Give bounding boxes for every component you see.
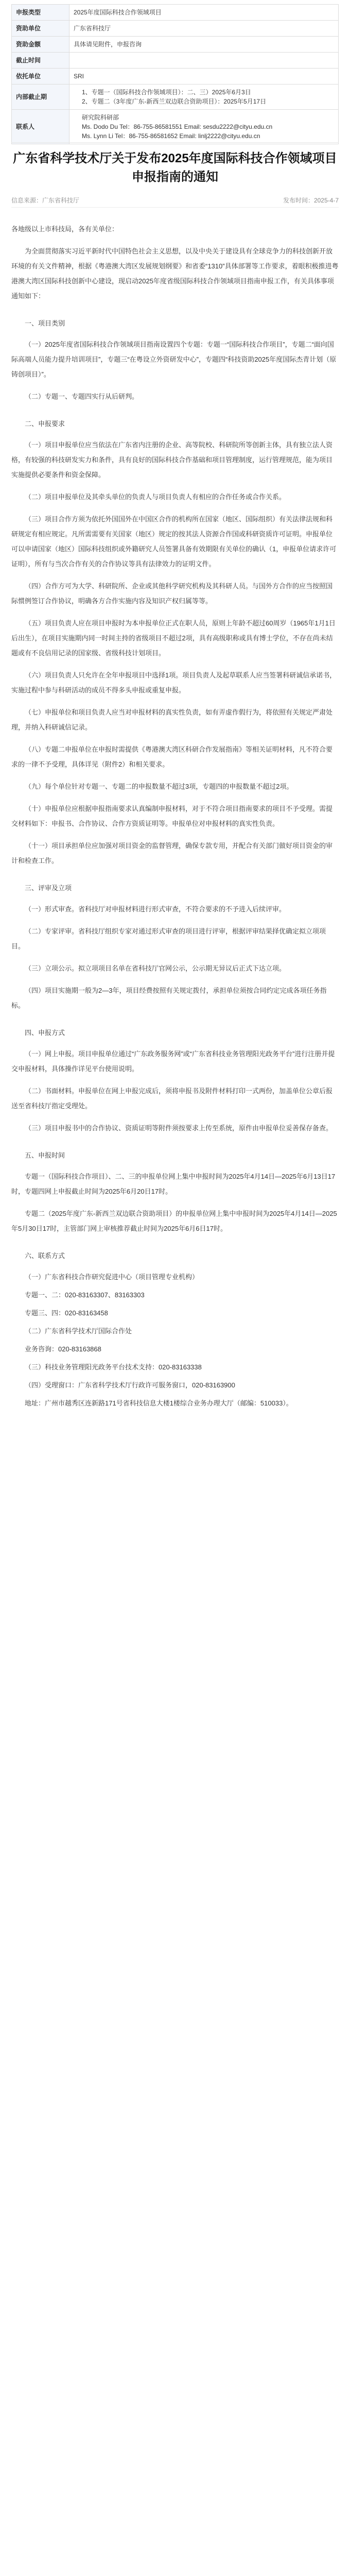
body-paragraph: 各地级以上市科技局，各有关单位： [11,225,119,233]
summary-label: 内部截止期 [12,84,69,110]
summary-label: 资助金额 [12,37,69,53]
article-body [11,222,339,1414]
summary-value: 2025年度国际科技合作领域项目 [69,5,339,21]
body-paragraph: （六）项目负责人只允许在全年申报项目中选择1项。项目负责人及起草联系人应当签署科研诚信承诺书，实施过程中参与科研活动的成员不得多头申报或重复申报。 [11,671,337,694]
summary-row [12,37,339,53]
body-paragraph: （四）项目实施期一般为2—3年，项目经费按照有关规定拨付，承担单位须按合同约定完成各项任务指标。 [11,987,327,1009]
body-paragraph: （九）每个单位针对专题一、专题二的申报数量不超过3项，专题四的申报数量不超过2项。 [25,783,293,790]
meta-divider [11,207,339,208]
body-paragraph: （三）项目合作方须为依托外国国外在中国区合作的机构所在国家（地区、国际组织）有关法律法规和科研规定有相应规定。凡所需需要有关国家（地区）规定的按其法人资源合作国或科研资质许可证明。申报单位可以申请国家（地区）国际科技组织或外籍研究人员签署具备有效期限有关单位的确认（1，申报单位请求许可证明），所有与当次合作有关的合作协议等具有法律效力的证明文件。 [11,515,337,568]
divider [11,142,339,143]
body-paragraph: 专题三、四：020-83163458 [25,1309,108,1317]
section-heading: 四、申报方式 [25,1029,65,1037]
body-paragraph: （八）专题二申报单位在申报时需提供《粤港澳大湾区科研合作发展指南》等相关证明材料，凡不符合要求的一律不予受理，具体详见（附件2）和相关要求。 [11,745,333,768]
summary-label: 申报类型 [12,5,69,21]
body-paragraph: 为全面贯彻落实习近平新时代中国特色社会主义思想，以及中央关于建设具有全球竞争力的科技创新开放环境的有关文件精神，根据《粤港澳大湾区发展规划纲要》和省委“1310”具体部署等工作要求，着眼积极推进粤港澳大湾区国际科技创新中心建设，现启动2025年度省级国际科技合作领域项目指南申报工作，有关具体事项通知如下： [11,247,339,300]
section-heading: 六、联系方式 [25,1252,65,1260]
body-paragraph: （一）2025年度省国际科技合作领域项目指南设置四个专题：专题一“国际科技合作项目”，专题二“面向国际高端人员能力提升培训项目”，专题三“在粤设立外资研发中心”，专题四“科技资助2025年度国际杰青计划（原铸创项目）”。 [11,341,337,378]
section-heading: 三、评审及立项 [25,884,72,892]
summary-row [12,110,339,144]
section-heading: 二、申报要求 [25,420,65,428]
body-paragraph: 专题二（2025年度广东-新西兰双边联合资助项目）的申报单位网上集中申报时间为2025年4月14日—2025年5月30日17时，主管部门网上审核推荐截止时间为2025年6月6日17时。 [11,1210,337,1232]
source-label: 信息来源：广东省科技厅 [11,197,80,204]
body-paragraph: （七）申报单位和项目负责人应当对申报材料的真实性负责，如有弄虚作假行为，将依照有关规定严肃处理，并纳入科研诚信记录。 [11,708,333,731]
body-paragraph: （一）形式审查。省科技厅对申报材料进行形式审查，不符合要求的不予进入后续评审。 [25,905,286,913]
body-paragraph: （二）项目申报单位及其牵头单位的负责人与项目负责人有相应的合作任务或合作关系。 [25,493,286,501]
summary-row [12,69,339,84]
body-paragraph: 地址：广州市越秀区连新路171号省科技信息大楼1楼综合业务办理大厅（邮编：510033）。 [25,1399,293,1407]
page-title: 广东省科学技术厅关于发布2025年度国际科技合作领域项目申报指南的通知 [13,151,337,184]
summary-label: 资助单位 [12,21,69,37]
body-paragraph: （三）项目申报书中的合作协议、资质证明等附件须按要求上传至系统，原件由申报单位妥善保存备查。 [25,1124,333,1132]
summary-value: SRI [69,69,339,84]
body-paragraph: （二）广东省科学技术厅国际合作处 [25,1327,132,1335]
body-paragraph: 专题一、二：020-83163307、83163303 [25,1291,145,1299]
body-paragraph: （二）书面材料。申报单位在网上申报完成后，须将申报书及附件材料打印一式两份，加盖单位公章后报送至省科技厅指定受理处。 [11,1087,333,1110]
section-heading: 一、项目类别 [25,319,65,327]
article-meta [11,196,339,205]
body-paragraph: （一）网上申报。项目申报单位通过“广东政务服务网”或“广东省科技业务管理阳光政务平台”进行注册并提交申报材料，具体操作详见平台使用说明。 [11,1050,335,1073]
body-paragraph: 业务咨询：020-83163868 [25,1345,101,1353]
summary-value: 具体请见附件，申报咨询 [69,37,339,53]
body-paragraph: （二）专题一、专题四实行从后研判。 [25,393,139,400]
summary-row [12,21,339,37]
body-paragraph: （五）项目负责人应在项目申报时为本申报单位正式在职人员，原则上年龄不超过60周岁（1965年1月1日后出生），在项目实施期内同一时间主持的省级项目不超过2项，具有高级职称或具有博士学位，不存在尚未结题或有不良信用记录的国家级、省级科技计划项目。 [11,619,336,657]
body-paragraph: （三）科技业务管理阳光政务平台技术支持：020-83163338 [25,1363,202,1371]
body-paragraph: （四）合作方可为大学、科研院所、企业或其他科学研究机构及其科研人员。与国外方合作的应当按照国际惯例签订合作协议，明确各方合作实施内容及知识产权归属等等。 [11,582,333,605]
summary-row [12,84,339,110]
summary-value: 1、专题一（国际科技合作领域项目）：二、三）2025年6月3日 2、专题二（3年度广东-新西兰双边联合资助项目）：2025年5月17日 [69,84,339,110]
body-paragraph: （四）受理窗口：广东省科学技术厅行政许可服务窗口，020-83163900 [25,1381,235,1389]
summary-value[interactable]: 研究院科研部 Ms. Dodo Du Tel：86-755-86581551 Email: sesdu2222@cityu.edu.cn Ms. Lynn Li Tel：86-755-86581652 Email: linlj2222@cityu.edu.cn [69,110,339,144]
summary-row [12,53,339,69]
body-paragraph: （一）项目申报单位应当依法在广东省内注册的企业、高等院校、科研院所等创新主体，具有独立法人资格，有较强的科技研发实力和条件，具有良好的国际科技合作基础和项目管理制度，运行管理规范，能为项目实施提供必要条件和资金保障。 [11,441,333,479]
body-paragraph: （一）广东省科技合作研究促进中心（项目管理专业机构） [25,1273,199,1281]
summary-label: 依托单位 [12,69,69,84]
summary-value [69,53,339,69]
body-paragraph: （十一）项目承担单位应加强对项目资金的监督管理，确保专款专用，并配合有关部门做好项目资金的审计和检查工作。 [11,842,333,865]
summary-row [12,5,339,21]
body-paragraph: （三）立项公示。拟立项项目名单在省科技厅官网公示，公示期无异议后正式下达立项。 [25,964,286,972]
body-paragraph: （二）专家评审。省科技厅组织专家对通过形式审查的项目进行评审，根据评审结果择优确定拟立项项目。 [11,927,326,950]
publish-date: 发布时间：2025-4-7 [283,197,339,204]
summary-value: 广东省科技厅 [69,21,339,37]
summary-table [11,4,339,144]
summary-label: 联系人 [12,110,69,144]
section-heading: 五、申报时间 [25,1151,65,1159]
body-paragraph: 专题一（国际科技合作项目）、二、三的申报单位网上集中申报时间为2025年4月14日—2025年6月13日17时，专题四网上申报截止时间为2025年6月20日17时。 [11,1173,336,1195]
body-paragraph: （十）申报单位应根据申报指南要求认真编制申报材料，对于不符合项目指南要求的项目不予受理。需提交材料如下：申报书、合作协议、合作方资质证明等。申报单位对申报材料的真实性负责。 [11,805,333,827]
summary-label: 截止时间 [12,53,69,69]
